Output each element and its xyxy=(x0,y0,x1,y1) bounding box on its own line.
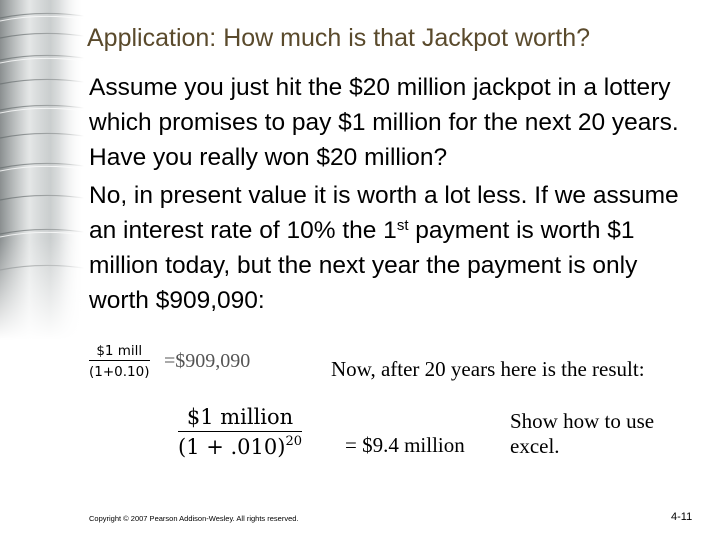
exponent: 20 xyxy=(285,434,302,449)
slide-title: Application: How much is that Jackpot worth? xyxy=(87,24,591,52)
answer-paragraph xyxy=(89,178,699,318)
page-number: 4-11 xyxy=(671,511,693,523)
excel-note: Show how to use excel. xyxy=(510,409,655,458)
twenty-year-fraction xyxy=(178,405,302,459)
coin-stack-image xyxy=(0,0,84,340)
answer-text-part1: No, in present value it is worth a lot less. If we assume an interest rate of 10% the 1 xyxy=(89,182,679,244)
ordinal-superscript: st xyxy=(396,217,409,234)
fraction-numerator: $1 mill xyxy=(96,343,143,359)
denominator-base: (1 + .010) xyxy=(178,435,286,459)
question-paragraph: Assume you just hit the $20 million jackpot in a lottery which promises to pay $1 million for the next 20 years. Have you really won $20 million? xyxy=(89,74,679,171)
twenty-year-result: = $9.4 million xyxy=(345,433,465,457)
first-year-fraction xyxy=(89,343,150,380)
copyright-footer: Copyright © 2007 Pearson Addison-Wesley. All rights reserved. xyxy=(89,514,299,523)
fraction-numerator: $1 million xyxy=(186,405,294,429)
fraction-denominator xyxy=(178,432,302,459)
first-year-result: =$909,090 xyxy=(164,350,251,372)
answer-text-part2: payment is worth $1 million today, but the next year the payment is only worth $909,090: xyxy=(89,217,638,314)
result-intro-text: Now, after 20 years here is the result: xyxy=(331,357,645,381)
fraction-denominator: (1+0.10) xyxy=(89,364,150,380)
